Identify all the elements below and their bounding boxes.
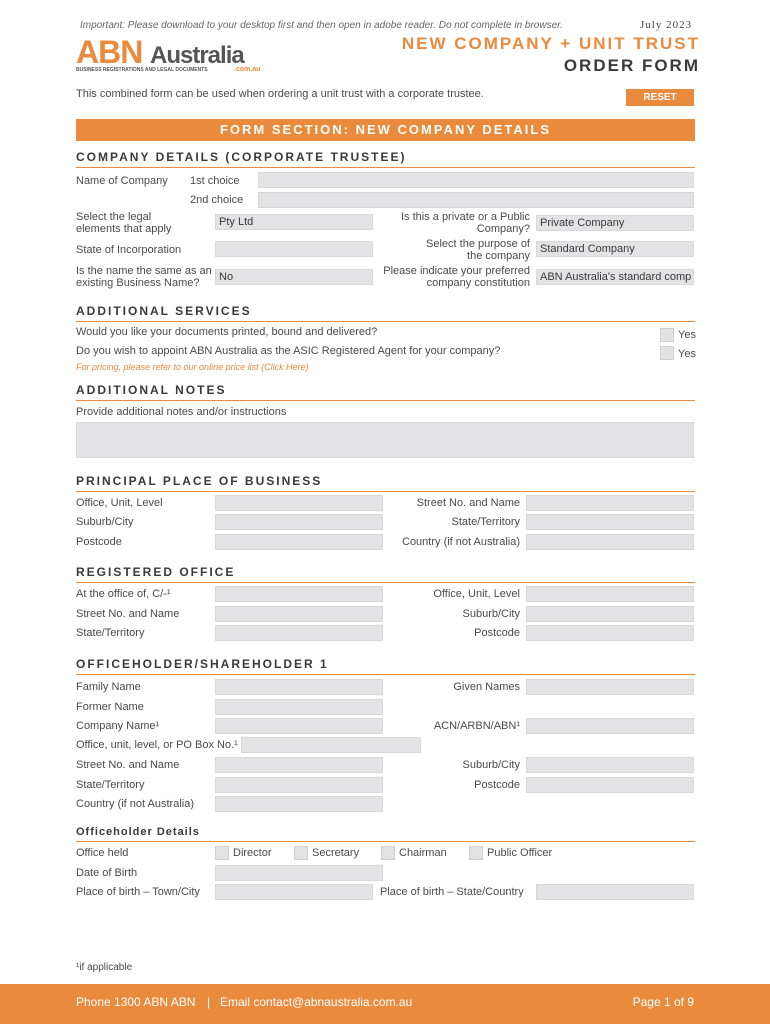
additional-services-heading: ADDITIONAL SERVICES bbox=[76, 304, 695, 322]
oh-po-input[interactable] bbox=[241, 737, 421, 753]
form-intro: This combined form can be used when ordering a unit trust with a corporate trustee. bbox=[76, 88, 484, 100]
ro-at-office-label: At the office of, C/-¹ bbox=[76, 588, 171, 600]
principal-place-heading: PRINCIPAL PLACE OF BUSINESS bbox=[76, 474, 695, 492]
company-purpose-select[interactable]: Standard Company bbox=[536, 241, 694, 257]
pp-state-label: State/Territory bbox=[451, 516, 520, 528]
oh-state-input[interactable] bbox=[215, 777, 383, 793]
footer-email[interactable]: Email contact@abnaustralia.com.au bbox=[220, 995, 413, 1009]
first-choice-input[interactable] bbox=[258, 172, 694, 188]
oh-country-label: Country (if not Australia) bbox=[76, 798, 194, 810]
form-subtitle: ORDER FORM bbox=[563, 56, 700, 75]
chairman-label: Chairman bbox=[399, 847, 447, 859]
print-documents-yes: Yes bbox=[678, 329, 696, 341]
legal-elements-select[interactable]: Pty Ltd bbox=[215, 214, 373, 230]
state-incorporation-label: State of Incorporation bbox=[76, 244, 182, 256]
birth-state-label: Place of birth – State/Country bbox=[380, 886, 524, 898]
registered-office-heading: REGISTERED OFFICE bbox=[76, 565, 695, 583]
ro-postcode-label: Postcode bbox=[474, 627, 520, 639]
officeholder-details-heading: Officeholder Details bbox=[76, 826, 695, 842]
oh-postcode-input[interactable] bbox=[526, 777, 694, 793]
pp-country-input[interactable] bbox=[526, 534, 694, 550]
asic-agent-question: Do you wish to appoint ABN Australia as the ASIC Registered Agent for your company? bbox=[76, 345, 501, 357]
director-checkbox[interactable] bbox=[215, 846, 229, 860]
oh-suburb-input[interactable] bbox=[526, 757, 694, 773]
notes-textarea[interactable] bbox=[76, 422, 694, 458]
footer-separator: | bbox=[207, 995, 211, 1009]
office-held-label: Office held bbox=[76, 847, 129, 859]
pp-office-label: Office, Unit, Level bbox=[76, 497, 163, 509]
ro-state-label: State/Territory bbox=[76, 627, 145, 639]
pp-office-input[interactable] bbox=[215, 495, 383, 511]
ro-at-office-input[interactable] bbox=[215, 586, 383, 602]
public-officer-label: Public Officer bbox=[487, 847, 553, 859]
oh-given-input[interactable] bbox=[526, 679, 694, 695]
pp-country-label: Country (if not Australia) bbox=[402, 536, 520, 548]
oh-given-label: Given Names bbox=[453, 681, 520, 693]
asic-agent-checkbox[interactable] bbox=[660, 346, 674, 360]
form-date: July 2023 bbox=[640, 19, 693, 31]
abn-logo bbox=[76, 36, 276, 76]
reset-button[interactable]: RESET bbox=[626, 89, 694, 106]
company-name-label: Name of Company bbox=[76, 175, 168, 187]
legal-elements-label: Select the legal elements that apply bbox=[76, 211, 172, 235]
birth-town-label: Place of birth – Town/City bbox=[76, 886, 200, 898]
pp-street-label: Street No. and Name bbox=[416, 497, 520, 509]
same-business-name-label: Is the name the same as an existing Business Name? bbox=[76, 265, 212, 289]
director-label: Director bbox=[233, 847, 272, 859]
pp-street-input[interactable] bbox=[526, 495, 694, 511]
first-choice-label: 1st choice bbox=[190, 175, 240, 187]
oh-former-label: Former Name bbox=[76, 701, 144, 713]
chairman-checkbox[interactable] bbox=[381, 846, 395, 860]
private-public-select[interactable]: Private Company bbox=[536, 215, 694, 231]
pp-postcode-label: Postcode bbox=[76, 536, 122, 548]
footer-page-number: Page 1 of 9 bbox=[632, 995, 694, 1009]
private-public-label: Is this a private or a Public Company? bbox=[400, 211, 530, 235]
footer-bar bbox=[0, 984, 770, 1024]
oh-acn-input[interactable] bbox=[526, 718, 694, 734]
oh-acn-label: ACN/ARBN/ABN¹ bbox=[433, 720, 520, 732]
footer-phone: Phone 1300 ABN ABN bbox=[76, 995, 196, 1009]
logo-australia: Australia bbox=[150, 42, 244, 69]
print-documents-checkbox[interactable] bbox=[660, 328, 674, 342]
company-purpose-label: Select the purpose of the company bbox=[426, 238, 530, 262]
second-choice-label: 2nd choice bbox=[190, 194, 244, 206]
oh-postcode-label: Postcode bbox=[474, 779, 520, 791]
oh-country-input[interactable] bbox=[215, 796, 383, 812]
pp-state-input[interactable] bbox=[526, 514, 694, 530]
ro-postcode-input[interactable] bbox=[526, 625, 694, 641]
oh-company-label: Company Name¹ bbox=[76, 720, 160, 732]
ro-state-input[interactable] bbox=[215, 625, 383, 641]
birth-state-input[interactable] bbox=[536, 884, 694, 900]
pp-postcode-input[interactable] bbox=[215, 534, 383, 550]
oh-family-input[interactable] bbox=[215, 679, 383, 695]
logo-subtitle: BUSINESS REGISTRATIONS AND LEGAL DOCUMENTS bbox=[76, 67, 208, 73]
birth-town-input[interactable] bbox=[215, 884, 373, 900]
dob-label: Date of Birth bbox=[76, 867, 138, 879]
asic-agent-yes: Yes bbox=[678, 348, 696, 360]
ro-office-label: Office, Unit, Level bbox=[433, 588, 520, 600]
notes-label: Provide additional notes and/or instructions bbox=[76, 406, 287, 418]
constitution-select[interactable]: ABN Australia's standard comp bbox=[536, 269, 694, 285]
pricing-link[interactable]: For pricing, please refer to our online price list (Click Here) bbox=[76, 362, 309, 372]
footnote: ¹if applicable bbox=[76, 962, 133, 973]
pp-suburb-label: Suburb/City bbox=[76, 516, 134, 528]
oh-street-input[interactable] bbox=[215, 757, 383, 773]
oh-company-input[interactable] bbox=[215, 718, 383, 734]
print-documents-question: Would you like your documents printed, bound and delivered? bbox=[76, 326, 378, 338]
dob-input[interactable] bbox=[215, 865, 383, 881]
form-title: NEW COMPANY + UNIT TRUST bbox=[401, 34, 700, 53]
second-choice-input[interactable] bbox=[258, 192, 694, 208]
officeholder-heading: OFFICEHOLDER/SHAREHOLDER 1 bbox=[76, 657, 695, 675]
constitution-label: Please indicate your preferred company constitution bbox=[383, 265, 530, 289]
same-business-name-select[interactable]: No bbox=[215, 269, 373, 285]
secretary-checkbox[interactable] bbox=[294, 846, 308, 860]
download-notice: Important: Please download to your desktop first and then open in adobe reader. Do not complete in browser. bbox=[80, 20, 563, 31]
oh-street-label: Street No. and Name bbox=[76, 759, 180, 771]
ro-street-label: Street No. and Name bbox=[76, 608, 180, 620]
ro-office-input[interactable] bbox=[526, 586, 694, 602]
logo-comau: .com.au bbox=[234, 66, 261, 73]
company-details-heading: COMPANY DETAILS (CORPORATE TRUSTEE) bbox=[76, 150, 695, 168]
ro-suburb-label: Suburb/City bbox=[462, 608, 520, 620]
oh-family-label: Family Name bbox=[76, 681, 141, 693]
additional-notes-heading: ADDITIONAL NOTES bbox=[76, 383, 695, 401]
ro-street-input[interactable] bbox=[215, 606, 383, 622]
state-incorporation-select[interactable] bbox=[215, 241, 373, 257]
oh-po-label: Office, unit, level, or PO Box No.¹ bbox=[76, 739, 238, 751]
secretary-label: Secretary bbox=[312, 847, 360, 859]
pp-suburb-input[interactable] bbox=[215, 514, 383, 530]
oh-state-label: State/Territory bbox=[76, 779, 145, 791]
logo-abn: ABN bbox=[76, 34, 143, 70]
section-banner: FORM SECTION: NEW COMPANY DETAILS bbox=[76, 119, 695, 141]
oh-suburb-label: Suburb/City bbox=[462, 759, 520, 771]
ro-suburb-input[interactable] bbox=[526, 606, 694, 622]
public-officer-checkbox[interactable] bbox=[469, 846, 483, 860]
oh-former-input[interactable] bbox=[215, 699, 383, 715]
